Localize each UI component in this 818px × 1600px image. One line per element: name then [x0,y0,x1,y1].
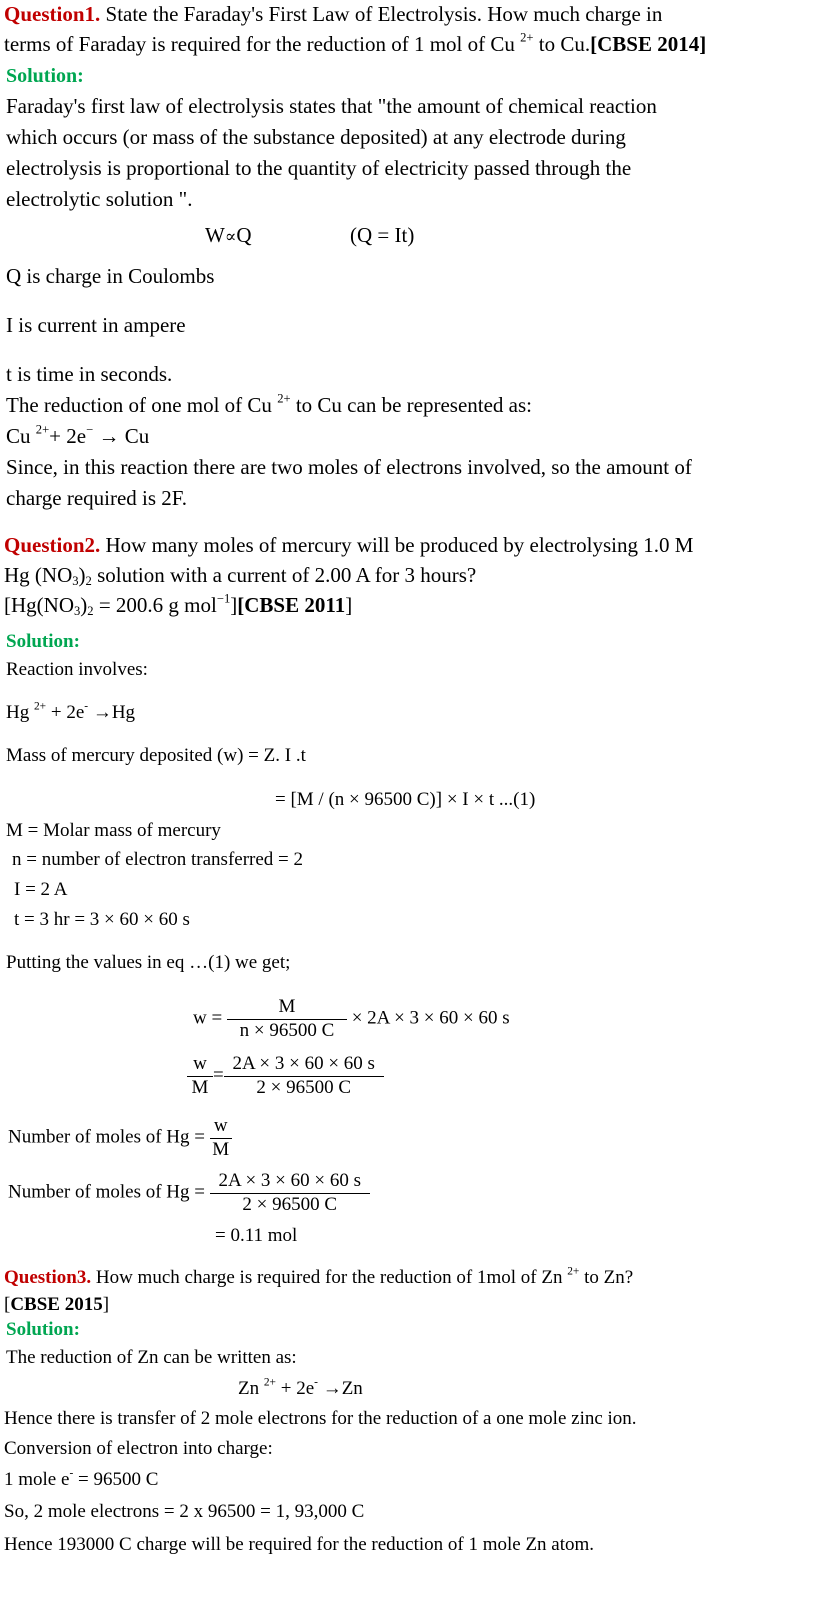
q1-def-q: Q is charge in Coulombs [6,264,215,288]
q2-putting-values: Putting the values in eq …(1) we get; [6,952,291,973]
q1-solution-label: Solution: [6,65,84,87]
q1-text: State the Faraday's First Law of Electrolysis. How much charge in [105,2,663,26]
q1-since-line-1: Since, in this reaction there are two moles of electrons involved, so the amount of [6,455,692,479]
q2-hg-equation: Hg $^{2+}$ + 2e- →Hg [6,700,136,723]
q3-conversion: Conversion of electron into charge: [4,1438,273,1459]
q2-def-n: n = number of electron transferred = 2 [12,849,304,870]
q1-q-equals-it: (Q = It) [350,223,415,247]
q3-one-mole: 1 mole e- = 96500 C [4,1467,159,1490]
q1-def-t: t is time in seconds. [6,362,173,386]
fraction: $\frac{2A \times 3 \times 60 \times 60 s}{2 \times 96500 C}$ [224,1053,384,1100]
q3-cbse-tag-line: [CBSE 2015] [4,1294,110,1315]
q3-two-moles: So, 2 mole electrons = 2 x 96500 = 1, 93,000 C [4,1501,365,1522]
q1-equation: Cu $^{2+}$+ 2e− → Cu [6,422,150,448]
q3-question-line: Question3. How much charge is required for the reduction of 1mol of Zn $^{2+}$ to Zn? [4,1265,634,1288]
fraction: $\frac{w}{M}$ [187,1053,213,1100]
q2-moles-formula-1: Number of moles of Hg = $\frac{w}{M}$ [8,1115,232,1162]
q1-question-line [4,4,662,25]
q2-w-formula: w = $\frac{M}{n \times 96500 C}$ × 2A × 3 × 60 × 60 s [193,996,510,1041]
q1-cbse-tag: [CBSE 2014] [590,32,707,56]
q1-reduction-line: The reduction of one mol of Cu $^{2+}$ to Cu can be represented as: [6,391,533,417]
q3-label: Question3. [4,1267,92,1288]
q3-written-as: The reduction of Zn can be written as: [6,1347,297,1368]
q2-def-m: M = Molar mass of mercury [6,820,221,841]
q2-given-line: [$Hg(NO_3)_2 = 200.6$ g mol$^{-1}$][CBSE 2011] [4,591,353,619]
q2-cbse-tag: [CBSE 2011 [237,593,346,617]
q1-law-line-2: which occurs (or mass of the substance deposited) at any electrode during [6,125,626,149]
q2-solution-label: Solution: [6,631,80,652]
q1-proportion: W∝Q [205,223,252,247]
q3-solution-label: Solution: [6,1319,80,1340]
q2-question-line: Question2. How many moles of mercury will be produced by electrolysing 1.0 M [4,533,694,557]
q2-result: = 0.11 mol [215,1225,298,1246]
q1-law-line-4: electrolytic solution ". [6,187,193,211]
q1-law-line-3: electrolysis is proportional to the quantity of electricity passed through the [6,156,632,180]
q2-def-t: t = 3 hr = 3 × 60 × 60 s [14,909,190,930]
q3-cbse-tag: CBSE 2015 [10,1294,103,1315]
q2-mass-line: Mass of mercury deposited (w) = Z. I .t [6,745,306,766]
q3-hence-result: Hence 193000 C charge will be required for the reduction of 1 mole Zn atom. [4,1534,595,1555]
q1-question-line-2: terms of Faraday is required for the reduction of 1 mol of Cu $^{2+}$ to Cu.[CBSE 2014] [4,30,707,56]
q3-zn-equation: Zn $^{2+}$ + 2e- →Zn [238,1376,363,1399]
q3-hence-transfer: Hence there is transfer of 2 mole electrons for the reduction of a one mole zinc ion. [4,1408,637,1429]
q2-w-over-m-formula: $\frac{w}{M}$ = $\frac{2A \times 3 \times 60 \times 60 s}{2 \times 96500 C}$ [187,1053,384,1100]
q2-question-line-2: Hg $(NO_3)_2$ solution with a current of 2.00 A for 3 hours? [4,563,477,589]
fraction: $\frac{M}{n \times 96500 C}$ [227,996,347,1043]
q2-reaction-involves: Reaction involves: [6,659,148,680]
q1-label: Question1. [4,2,101,26]
q2-def-i: I = 2 A [14,879,68,900]
proportional-symbol: ∝ [224,227,237,247]
q1-law-line-1: Faraday's first law of electrolysis states that "the amount of chemical reaction [6,94,657,118]
q1-def-i: I is current in ampere [6,313,186,337]
fraction: $\frac{w}{M}$ [210,1115,232,1162]
q2-label: Question2. [4,533,101,557]
q2-mass-formula: = [M / (n × 96500 C)] × I × t ...(1) [275,789,536,810]
fraction: $\frac{2A \times 3 \times 60 \times 60 s}{2 \times 96500 C}$ [210,1170,370,1217]
q1-since-line-2: charge required is 2F. [6,486,188,510]
q2-moles-formula-2: Number of moles of Hg = $\frac{2A \times 3 \times 60 \times 60 s}{2 \times 96500 C}$ [8,1170,370,1217]
